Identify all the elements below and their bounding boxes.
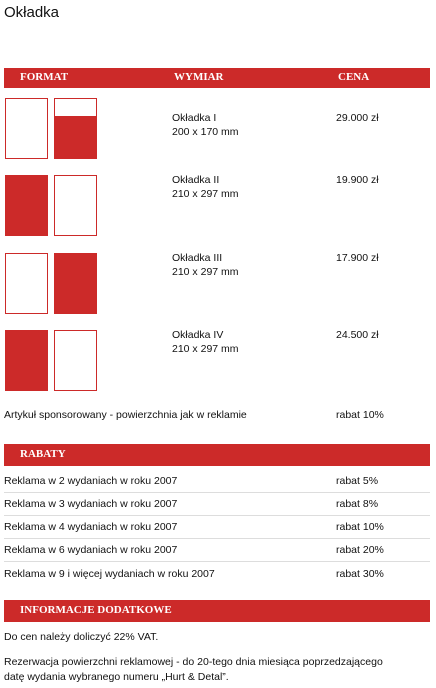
cover-2-thumb-right bbox=[54, 175, 97, 236]
rabat-row-2-value: rabat 8% bbox=[336, 498, 379, 510]
price-table-header bbox=[4, 68, 430, 88]
divider bbox=[4, 492, 430, 493]
cover-1-size: 200 x 170 mm bbox=[172, 126, 239, 138]
cover-2-price: 19.900 zł bbox=[336, 174, 379, 186]
rabat-row-1-label: Reklama w 2 wydaniach w roku 2007 bbox=[4, 475, 178, 487]
cover-2-name: Okładka II bbox=[172, 174, 220, 186]
header-wymiar: WYMIAR bbox=[174, 71, 224, 83]
cover-3-thumb-left bbox=[5, 253, 48, 314]
cover-2-thumb-left bbox=[5, 175, 48, 236]
header-format: FORMAT bbox=[20, 71, 69, 83]
cover-4-thumb-left bbox=[5, 330, 48, 391]
rabat-row-3-label: Reklama w 4 wydaniach w roku 2007 bbox=[4, 521, 178, 533]
info-reservation-line-2: datę wydania wybranego numeru „Hurt & Detal”. bbox=[4, 671, 229, 683]
cover-1-thumb-fill bbox=[55, 116, 96, 158]
divider bbox=[4, 538, 430, 539]
cover-3-thumb-right bbox=[54, 253, 97, 314]
cover-1-name: Okładka I bbox=[172, 112, 217, 124]
divider bbox=[4, 515, 430, 516]
cover-3-price: 17.900 zł bbox=[336, 252, 379, 264]
info-header bbox=[4, 600, 430, 622]
cover-3-name: Okładka III bbox=[172, 252, 223, 264]
cover-3-size: 210 x 297 mm bbox=[172, 266, 239, 278]
sponsored-label: Artykuł sponsorowany - powierzchnia jak w reklamie bbox=[4, 409, 247, 421]
rabat-row-2-label: Reklama w 3 wydaniach w roku 2007 bbox=[4, 498, 178, 510]
sponsored-value: rabat 10% bbox=[336, 409, 384, 421]
rabaty-header bbox=[4, 444, 430, 466]
info-title: INFORMACJE DODATKOWE bbox=[20, 604, 172, 616]
cover-1-price: 29.000 zł bbox=[336, 112, 379, 124]
rabaty-title: RABATY bbox=[20, 448, 66, 460]
cover-4-thumb-right bbox=[54, 330, 97, 391]
rabat-row-3-value: rabat 10% bbox=[336, 521, 384, 533]
rabat-row-4-value: rabat 20% bbox=[336, 544, 384, 556]
cover-1-thumb-left bbox=[5, 98, 48, 159]
cover-4-size: 210 x 297 mm bbox=[172, 343, 239, 355]
rabat-row-5-label: Reklama w 9 i więcej wydaniach w roku 2007 bbox=[4, 568, 215, 580]
rabat-row-5-value: rabat 30% bbox=[336, 568, 384, 580]
rabat-row-1-value: rabat 5% bbox=[336, 475, 379, 487]
cover-2-size: 210 x 297 mm bbox=[172, 188, 239, 200]
rabat-row-4-label: Reklama w 6 wydaniach w roku 2007 bbox=[4, 544, 178, 556]
info-vat: Do cen należy doliczyć 22% VAT. bbox=[4, 631, 159, 643]
page-title: Okładka bbox=[4, 4, 60, 21]
cover-4-name: Okładka IV bbox=[172, 329, 224, 341]
cover-1-thumb-right bbox=[54, 98, 97, 159]
header-cena: CENA bbox=[338, 71, 370, 83]
info-reservation-line-1: Rezerwacja powierzchni reklamowej - do 20-tego dnia miesiąca poprzedzającego bbox=[4, 656, 383, 668]
divider bbox=[4, 561, 430, 562]
cover-4-price: 24.500 zł bbox=[336, 329, 379, 341]
